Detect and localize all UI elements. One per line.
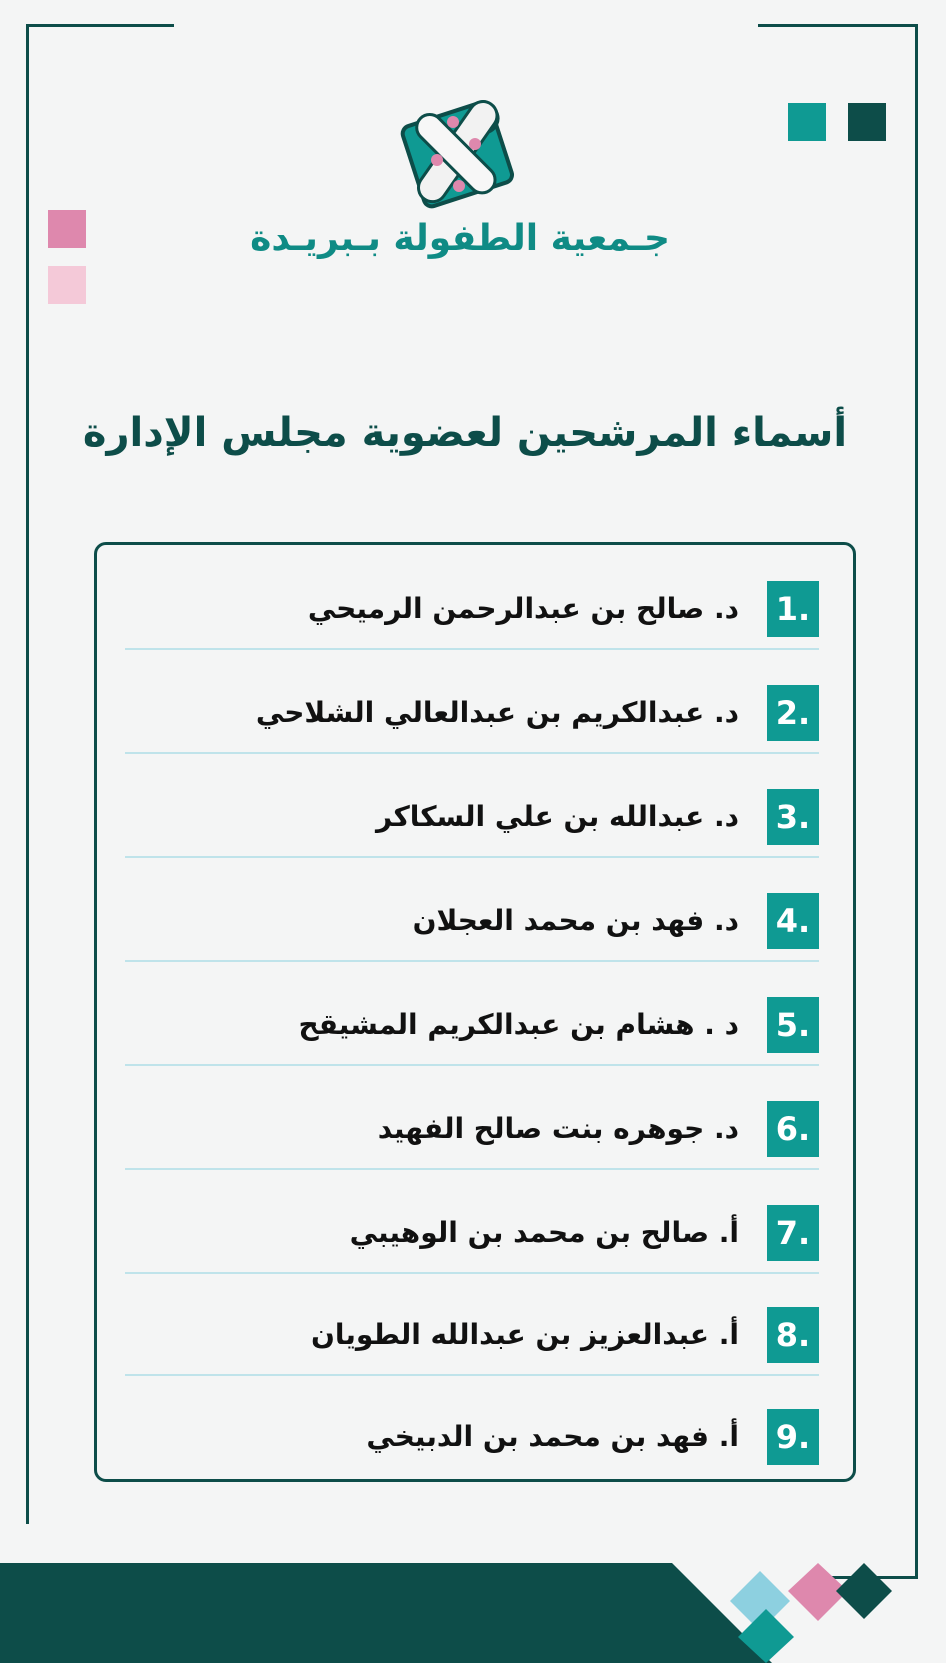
list-item [125, 1373, 819, 1477]
frame-left-line [26, 24, 29, 1524]
list-item [125, 961, 819, 1065]
org-logo-icon [393, 88, 523, 218]
item-number: 8. [767, 1307, 819, 1363]
candidate-name: د. فهد بن محمد العجلان [412, 904, 739, 937]
decor-square-dark [848, 103, 886, 141]
item-number: 4. [767, 893, 819, 949]
item-number: 3. [767, 789, 819, 845]
frame-right-line [915, 24, 918, 1579]
list-item [125, 1065, 819, 1169]
candidates-list [94, 542, 856, 1482]
decor-square-light-pink [48, 266, 86, 304]
candidate-name: د. صالح بن عبدالرحمن الرميحي [307, 592, 739, 625]
candidate-name: د. عبدالكريم بن عبدالعالي الشلاحي [255, 696, 739, 729]
candidate-name: د . هشام بن عبدالكريم المشيقح [298, 1008, 739, 1041]
candidate-name: أ. فهد بن محمد بن الدبيخي [366, 1420, 739, 1453]
candidate-name: د. جوهره بنت صالح الفهيد [377, 1112, 739, 1145]
list-item [125, 753, 819, 857]
list-item [125, 1271, 819, 1375]
candidate-name: أ. عبدالعزيز بن عبدالله الطويان [310, 1318, 739, 1351]
item-number: 6. [767, 1101, 819, 1157]
decor-square-teal [788, 103, 826, 141]
item-number: 9. [767, 1409, 819, 1465]
item-number: 5. [767, 997, 819, 1053]
item-number: 2. [767, 685, 819, 741]
org-name: جـمعية الطفولة بـبريـدة [250, 218, 670, 259]
frame-top-right-line [758, 24, 918, 27]
list-item [125, 649, 819, 753]
candidate-name: د. عبدالله بن علي السكاكر [376, 800, 739, 833]
page-title: أسماء المرشحين لعضوية مجلس الإدارة [82, 410, 848, 456]
item-number: 7. [767, 1205, 819, 1261]
frame-top-left-line [26, 24, 174, 27]
decor-square-pink [48, 210, 86, 248]
candidate-name: أ. صالح بن محمد بن الوهيبي [349, 1216, 739, 1249]
item-number: 1. [767, 581, 819, 637]
list-item [125, 857, 819, 961]
list-item [125, 1169, 819, 1273]
list-item [125, 545, 819, 649]
bottom-decor-band [0, 1563, 946, 1663]
